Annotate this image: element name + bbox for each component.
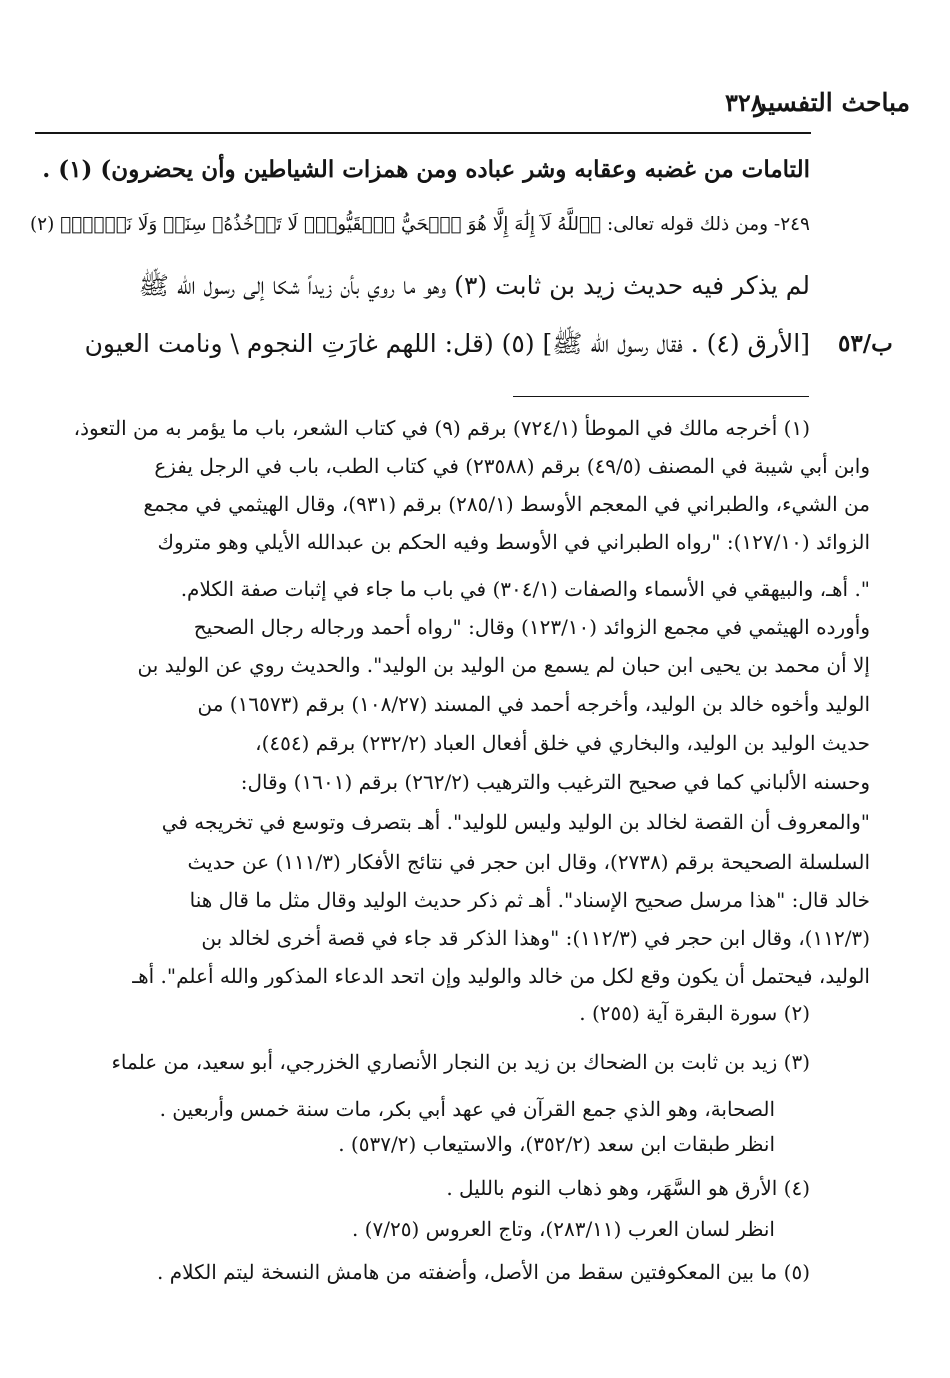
footnote-line-20: (٤) الأرق هو السَّهَر، وهو ذهاب النوم بالليل . bbox=[446, 1176, 810, 1200]
header-divider bbox=[35, 132, 811, 134]
footnote-line-5: ". أهـ، والبيهقي في الأسماء والصفات (٣٠٤/١) في باب ما جاء في إثبات صفة الكلام. bbox=[180, 577, 870, 601]
body-line-1: التامات من غضبه وعقابه وشر عباده ومن همزات الشياطين وأن يحضرون) (١) . bbox=[42, 156, 810, 183]
footnote-line-19: انظر طبقات ابن سعد (٣٥٢/٢)، والاستيعاب (٥٣٧/٢) . bbox=[338, 1132, 775, 1156]
footnote-line-7: إلا أن محمد بن يحيى ابن حبان لم يسمع من الوليد بن الوليد". والحديث روي عن الوليد بن bbox=[137, 653, 870, 677]
footnote-divider bbox=[513, 396, 809, 397]
page-number: ٣٢٨ bbox=[725, 88, 764, 117]
body-line-3: لم يذكر فيه حديث زيد بن ثابت (٣) وهو ما روي بأن زيداً شكا إلى رسول الله ﷺ bbox=[138, 271, 810, 300]
footnote-line-16: (٢) سورة البقرة آية (٢٥٥) . bbox=[579, 1001, 810, 1025]
footnote-line-8: الوليد وأخوه خالد بن الوليد، وأخرجه أحمد في المسند (١٠٨/٢٧) برقم (١٦٥٧٣) من bbox=[197, 692, 870, 716]
body-line-2: ٢٤٩- ومن ذلك قوله تعالى: ﴿ٱللَّهُ لَآ إِلَٰهَ إِلَّا هُوَ ٱلۡحَيُّ ٱلۡقَيُّومُۚ لَا تَأۡخُذُهُۥ سِنَةٞ وَلَا نَوۡمٞۚ﴾ (٢) bbox=[29, 214, 810, 235]
footnote-line-14: (١١٢/٣)، وقال ابن حجر في (١١٢/٣): "وهذا الذكر قد جاء في قصة أخرى لخالد بن bbox=[201, 926, 870, 950]
footnote-line-15: الوليد، فيحتمل أن يكون وقع لكل من خالد والوليد وإن اتحد الدعاء المذكور والله أعلم". أهـ bbox=[132, 964, 870, 988]
footnote-line-21: انظر لسان العرب (٢٨٣/١١)، وتاج العروس (٧/٢٥) . bbox=[351, 1217, 775, 1241]
footnote-line-10: وحسنه الألباني كما في صحيح الترغيب والترهيب (٢٦٢/٢) برقم (١٦٠١) وقال: bbox=[240, 770, 870, 794]
footnote-line-17: (٣) زيد بن ثابت بن الضحاك بن زيد بن النجار الأنصاري الخزرجي، أبو سعيد، من علماء bbox=[111, 1050, 810, 1074]
body-line-4: [الأرق (٤) . فقال رسول الله ﷺ] (٥) (قل: اللهم غارَتِ النجوم \ ونامت العيون bbox=[84, 329, 810, 358]
footnote-line-6: وأورده الهيثمي في مجمع الزوائد (١٢٣/١٠) وقال: "رواه أحمد ورجاله رجال الصحيح bbox=[193, 615, 870, 639]
footnote-line-12: السلسلة الصحيحة برقم (٢٧٣٨)، وقال ابن حجر في نتائج الأفكار (١١١/٣) عن حديث bbox=[187, 850, 870, 874]
footnote-line-18: الصحابة، وهو الذي جمع القرآن في عهد أبي بكر، مات سنة خمس وأربعين . bbox=[159, 1097, 775, 1121]
footnote-line-2: وابن أبي شيبة في المصنف (٤٩/٥) برقم (٢٣٥٨٨) في كتاب الطب، باب في الرجل يفزع bbox=[154, 454, 870, 478]
footnote-line-3: من الشيء، والطبراني في المعجم الأوسط (٢٨٥/١) برقم (٩٣١)، وقال الهيثمي في مجمع bbox=[143, 492, 870, 516]
footnote-line-13: خالد قال: "هذا مرسل صحيح الإسناد". أهـ ثم ذكر حديث الوليد وقال مثل ما قال هنا bbox=[189, 888, 870, 912]
footnote-line-1: (١) أخرجه مالك في الموطأ (٧٢٤/١) برقم (٩) في كتاب الشعر، باب ما يؤمر به من التعوذ، bbox=[73, 416, 810, 440]
footnote-line-4: الزوائد (١٢٧/١٠): "رواه الطبراني في الأوسط وفيه الحكم بن عبدالله الأيلي وهو متروك bbox=[157, 530, 870, 554]
manuscript-folio-note: ب/٥٣ bbox=[838, 330, 893, 357]
running-title: مباحث التفسير bbox=[754, 88, 910, 117]
footnote-line-9: حديث الوليد بن الوليد، والبخاري في خلق أفعال العباد (٢٣٢/٢) برقم (٤٥٤)، bbox=[255, 731, 870, 755]
footnote-line-22: (٥) ما بين المعكوفتين سقط من الأصل، وأضفته من هامش النسخة ليتم الكلام . bbox=[157, 1260, 810, 1284]
footnote-line-11: "والمعروف أن القصة لخالد بن الوليد وليس للوليد". أهـ بتصرف وتوسع في تخريجه في bbox=[161, 810, 870, 834]
